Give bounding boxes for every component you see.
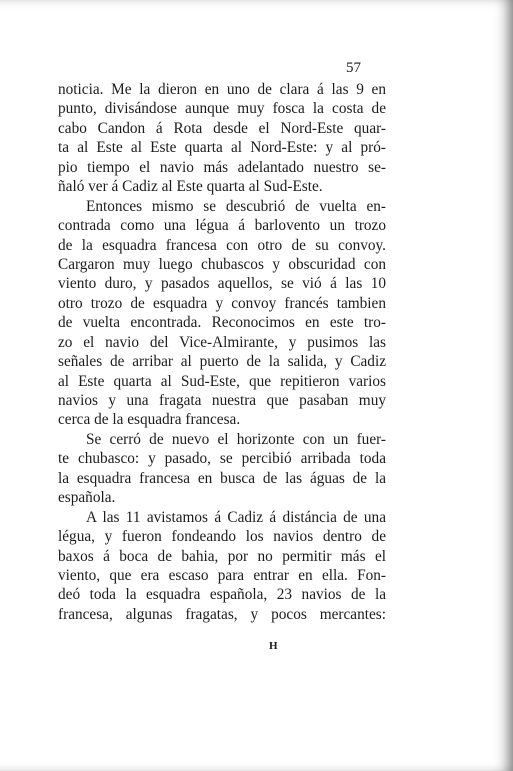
text-line: ta al Este al Este quarta al Nord-Este: y al pró-: [58, 139, 386, 157]
text-line: A las 11 avistamos á Cadiz á distáncia de una: [86, 508, 386, 526]
text-line: baxos á boca de bahia, por no permitir más el: [58, 547, 386, 565]
text-line: punto, divisándose aunque muy fosca la costa de: [58, 100, 386, 118]
text-line: ñaló ver á Cadiz al Este quarta al Sud-Este.: [58, 178, 323, 196]
text-line: viento duro, y pasados aquellos, se vió á las 10: [58, 275, 386, 293]
text-line: la esquadra francesa en busca de las águas de la: [58, 469, 386, 487]
text-line: pio tiempo el navio más adelantado nuestro se-: [58, 158, 386, 176]
text-line: al Este quarta al Sud-Este, que repitieron varios: [58, 372, 386, 390]
text-line: otro trozo de esquadra y convoy francés tambien: [58, 294, 386, 312]
text-line: légua, y fueron fondeando los navios dentro de: [58, 528, 386, 546]
page-number: 57: [346, 60, 361, 76]
text-line: cerca de la esquadra francesa.: [58, 411, 241, 429]
text-line: Entonces mismo se descubrió de vuelta en-: [86, 197, 386, 215]
text-line: zo el navio del Vice-Almirante, y pusimos las: [58, 333, 386, 351]
text-line: deó toda la esquadra española, 23 navios de la: [58, 586, 386, 604]
text-line: de la esquadra francesa con otro de su convoy.: [58, 236, 386, 254]
text-line: de vuelta encontrada. Reconocimos en este tro-: [58, 314, 386, 332]
text-line: señales de arribar al puerto de la salida, y Cadiz: [58, 353, 386, 371]
signature-mark: H: [269, 640, 279, 652]
body-text: [58, 80, 386, 624]
text-line: noticia. Me la dieron en uno de clara á las 9 en: [58, 81, 386, 98]
text-line: contrada como una légua á barlovento un trozo: [58, 217, 386, 235]
text-line: viento, que era escaso para entrar en ella. Fon-: [58, 566, 386, 584]
text-line: te chubasco: y pasado, se percibió arribada toda: [58, 450, 386, 468]
text-line: francesa, algunas fragatas, y pocos mercantes:: [58, 605, 386, 623]
text-line: Se cerró de nuevo el horizonte con un fuer-: [86, 430, 386, 448]
text-line: navios y una fragata nuestra que pasaban muy: [58, 392, 386, 409]
text-line: cabo Candon á Rota desde el Nord-Este quar-: [58, 119, 386, 137]
text-line: Cargaron muy luego chubascos y obscuridad con: [58, 255, 386, 273]
text-line: española.: [58, 489, 116, 507]
